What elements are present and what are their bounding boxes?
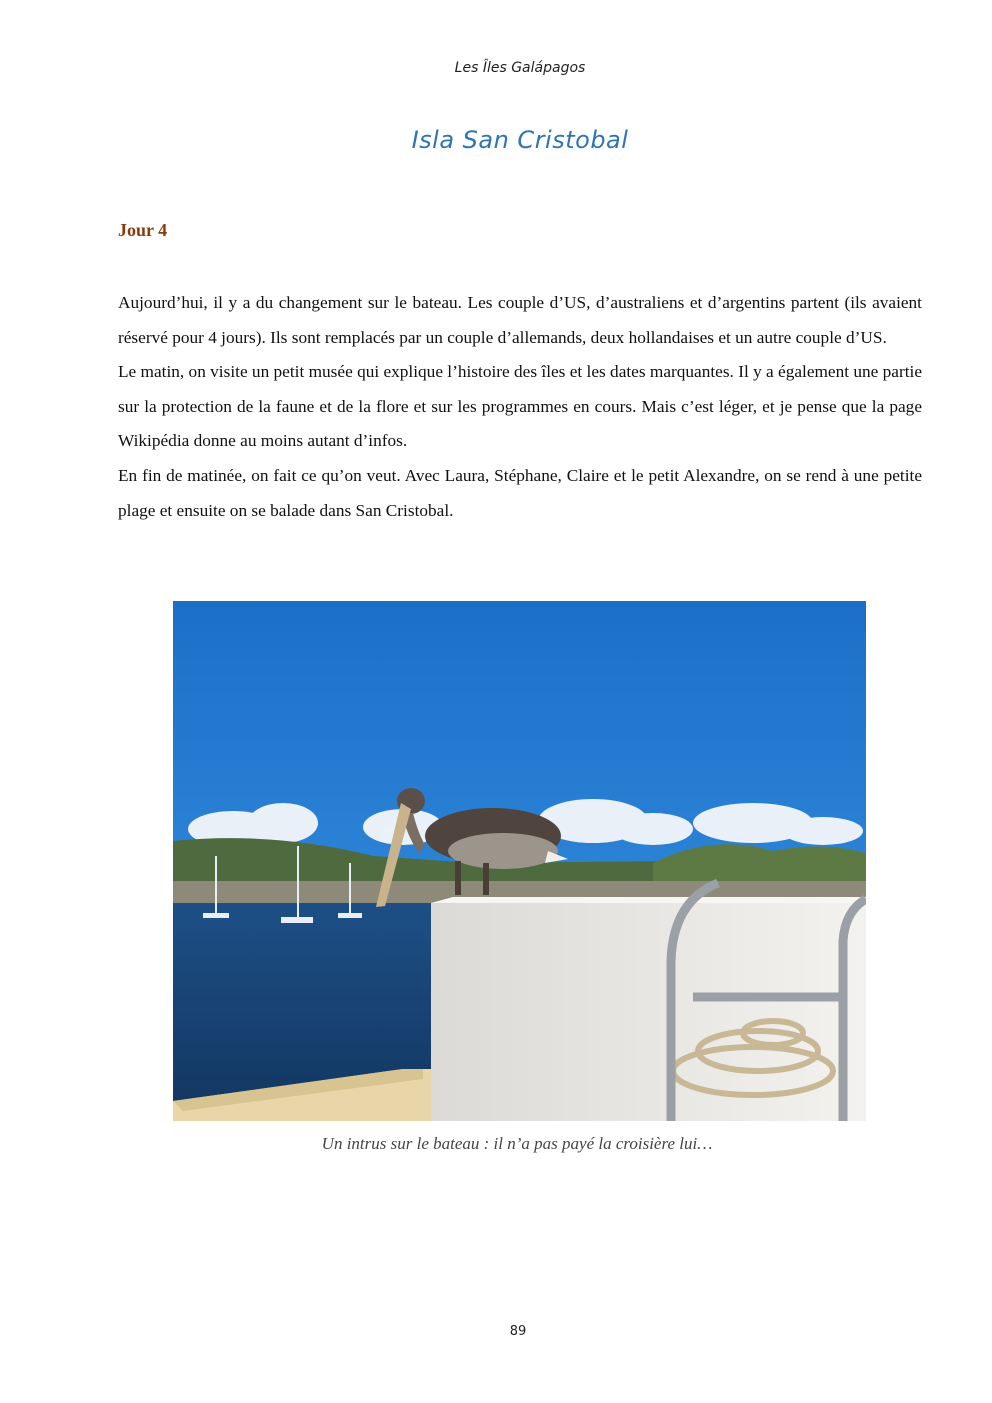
running-header: Les Îles Galápagos xyxy=(454,60,586,76)
body-text xyxy=(118,286,922,528)
paragraph-1: Aujourd’hui, il y a du changement sur le bateau. Les couple d’US, d’australiens et d’argentins partent (ils avaient réservé pour 4 jours). Ils sont remplacés par un couple d’allemands, deux hollandaises et un autre couple d’US. xyxy=(118,293,922,347)
chapter-title: Isla San Cristobal xyxy=(411,126,629,154)
page-number: 89 xyxy=(509,1324,527,1339)
photo-caption: Un intrus sur le bateau : il n’a pas payé la croisière lui… xyxy=(321,1134,713,1153)
paragraph-3: En fin de matinée, on fait ce qu’on veut. Avec Laura, Stéphane, Claire et le petit Alexandre, on se rend à une petite plage et ensuite on se balade dans San Cristobal. xyxy=(118,465,922,520)
day-heading: Jour 4 xyxy=(118,220,168,240)
paragraph-2: Le matin, on visite un petit musée qui explique l’histoire des îles et les dates marquantes. Il y a également une partie sur la protection de la faune et de la flore et sur les programmes en cours. Mais c’est léger, et je pense que la page Wikipédia donne au moins autant d’infos. xyxy=(118,362,922,451)
pelican-photo xyxy=(173,601,866,1121)
